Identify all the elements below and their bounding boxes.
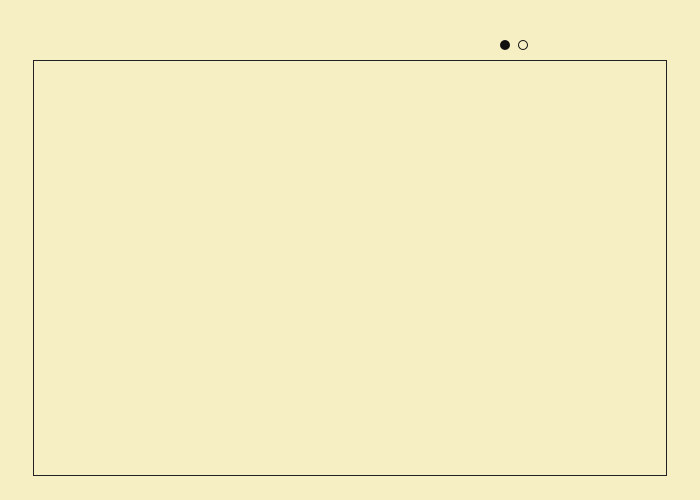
table-frame — [33, 60, 667, 476]
legend — [496, 40, 532, 50]
open-hole-icon — [518, 40, 528, 50]
closed-hole-icon — [500, 40, 510, 50]
